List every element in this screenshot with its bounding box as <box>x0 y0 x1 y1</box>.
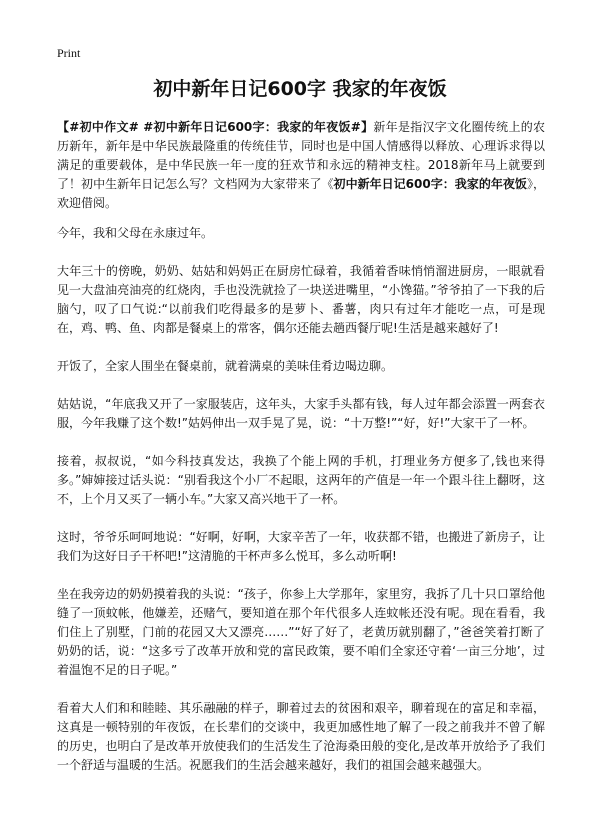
article-body <box>57 118 545 794</box>
paragraph-6: 这时，爷爷乐呵呵地说：“好啊，好啊，大家辛苦了一年，收获都不错，也搬进了新房子，让我们为这好日子干杯吧!”这清脆的干杯声多么悦耳，多么动听啊! <box>57 530 545 563</box>
intro-bold-lead: 【#初中作文# #初中新年日记600字：我家的年夜饭#】 <box>57 120 374 134</box>
paragraph-5: 接着，叔叔说，“如今科技真发达，我换了个能上网的手机，打理业务方便多了,钱也来得多。”婶婶接过话头说：“别看我这个小厂不起眼，这两年的产值是一年一个跟斗往上翻呀，这不，上个月又买了一辆小车。”大家又高兴地干了一杯。 <box>57 454 545 506</box>
paragraph-1: 今年，我和父母在永康过年。 <box>57 226 214 240</box>
print-link[interactable]: Print <box>57 46 81 60</box>
page-title: 初中新年日记600字 我家的年夜饭 <box>153 78 447 100</box>
paragraph-2: 大年三十的傍晚，奶奶、姑姑和妈妈正在厨房忙碌着，我循着香味悄悄溜进厨房，一眼就看见一大盘油亮油亮的红烧肉，手也没洗就捡了一块送进嘴里，“小馋猫。”爷爷拍了一下我的后脑勺，叹了口气说:“以前我们吃得最多的是萝卜、番薯，肉只有过年才能吃一点，可是现在，鸡、鸭、鱼、肉都是餐桌上的常客，偶尔还能去趟西餐厅呢!生活是越来越好了! <box>57 264 545 335</box>
intro-bold-title: 初中新年日记600字：我家的年夜饭 <box>333 177 527 191</box>
paragraph-4: 姑姑说，“年底我又开了一家服装店，这年头，大家手头都有钱，每人过年都会添置一两套衣服，今年我赚了这个数!”姑妈伸出一双手晃了晃，说：“十万整!”“好，好!”大家干了一杯。 <box>57 397 545 430</box>
intro-paragraph <box>57 118 545 213</box>
intro-text-1: 新年是指汉字文化圈传统上的农历新年，新年是中华民族最隆重的传统佳节，同时也是中国人情感得以释放、心理诉求得以满足的重要载体，是中华民族一年一度的狂欢节和永远的精神支柱。2018新年马上就要到了！初中生新年日记怎么写？文档网为大家带来了《 <box>57 120 545 191</box>
intro-text-2: 》，欢迎借阅。 <box>57 177 545 210</box>
paragraph-8: 看着大人们和和睦睦、其乐融融的样子，聊着过去的贫困和艰辛，聊着现在的富足和幸福，这真是一顿特别的年夜饭，在长辈们的交谈中，我更加感性地了解了一段之前我并不曾了解的历史，也明白了是改革开放使我们的生活发生了沧海桑田般的变化,是改革开放给予了我们一个舒适与温暖的生活。祝愿我们的生活会越来越好，我们的祖国会越来越强大。 <box>57 701 545 772</box>
paragraph-3: 开饭了，全家人围坐在餐桌前，就着满桌的美味佳肴边喝边聊。 <box>57 359 394 373</box>
paragraph-7: 坐在我旁边的奶奶摸着我的头说：“孩子，你参上大学那年，家里穷，我拆了几十只口罩给他缝了一顶蚊帐，他嫌差，还赌气，要知道在那个年代很多人连蚊帐还没有呢。现在看看，我们住上了别墅，门前的花园又大又漂亮……”“好了好了，老黄历就别翻了，”爸爸笑着打断了奶奶的话，说：“这多亏了改革开放和党的富民政策，要不咱们全家还守着‘一亩三分地’，过着温饱不足的日子呢。” <box>57 587 545 677</box>
